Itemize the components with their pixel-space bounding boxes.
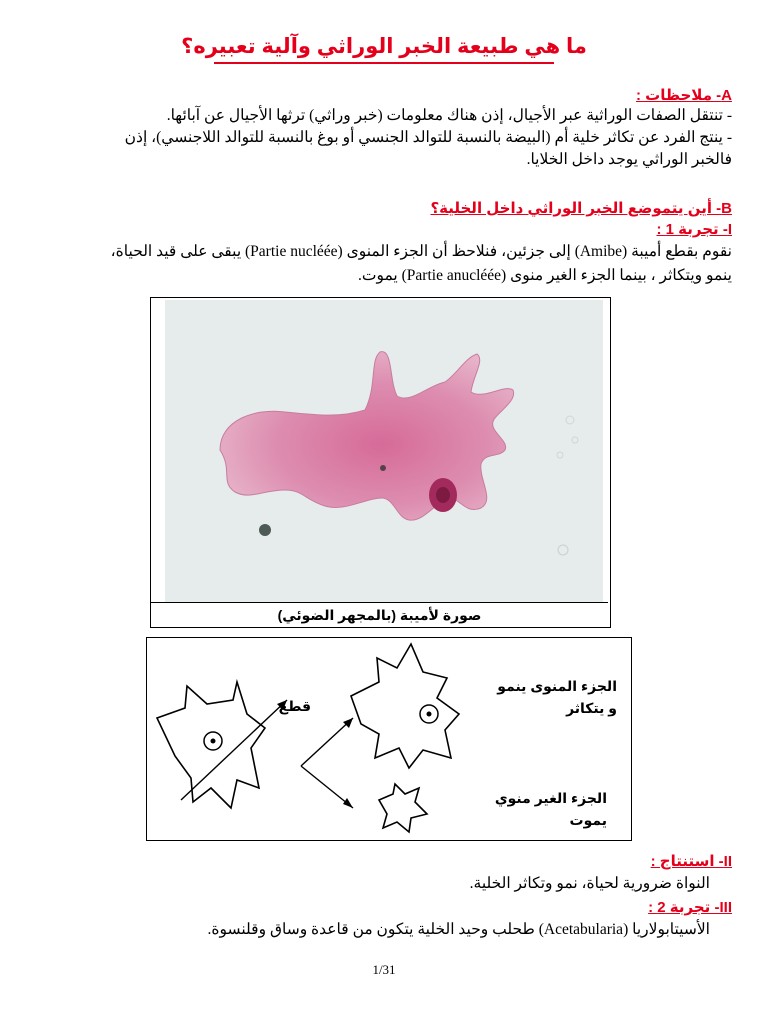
anucleated-label-line-1: الجزء الغير منوي	[494, 790, 607, 806]
nucleated-label-line-1: الجزء المنوى ينمو	[497, 678, 617, 694]
nucleated-label-line-2: و يتكاثر	[566, 700, 617, 716]
experiment-1-line-1: نقوم بقطع أميبة (Amibe) إلى جزئين، فنلاحظ أن الجزء المنوى (Partie nucléée) يبقى على قيد الحياة،	[110, 243, 732, 260]
section-b-heading: B- أين يتموضع الخبر الوراثي داخل الخلية؟	[430, 200, 732, 217]
page-title: ما هي طبيعة الخبر الوراثي وآلية تعبيره؟	[181, 35, 587, 58]
conclusion-heading: II- استنتاج :	[650, 853, 732, 870]
cut-label: قطع	[278, 698, 311, 714]
page-number: 1/31	[372, 962, 396, 977]
anucleated-part-outline	[379, 784, 427, 832]
amoeba-micrograph-svg	[165, 300, 603, 602]
conclusion-line: النواة ضرورية لحياة، نمو وتكاثر الخلية.	[469, 875, 710, 892]
section-a-line-1: - تنتقل الصفات الوراثية عبر الأجيال، إذن هناك معلومات (خبر وراثي) ترثها الأجيال عن آبائها.	[166, 107, 732, 124]
experiment-2-heading: III- تجربة 2 :	[648, 899, 732, 916]
photo-caption: صورة لأميبة (بالمجهر الضوئي)	[151, 602, 608, 627]
section-a-heading: A- ملاحظات :	[636, 87, 732, 104]
section-a-line-3: فالخبر الوراثي يوجد داخل الخلايا.	[526, 151, 732, 168]
amoeba-cut-diagram	[146, 637, 632, 841]
section-a-line-2: - ينتج الفرد عن تكاثر خلية أم (البيضة بالنسبة للتوالد الجنسي أو بوغ بالنسبة للتوالد اللاجنسي)، إذن	[124, 129, 732, 146]
amoeba-micrograph	[165, 300, 603, 602]
title-underline	[214, 62, 554, 64]
anucleated-label-line-2: يموت	[569, 812, 607, 828]
whole-amoeba-outline	[157, 682, 265, 808]
experiment-2-line: الأسيتابولاريا (Acetabularia) طحلب وحيد الخلية يتكون من قاعدة وساق وقلنسوة.	[207, 921, 710, 938]
experiment-1-line-2: ينمو ويتكاثر ، بينما الجزء الغير منوى (Partie anucléée) يموت.	[358, 267, 732, 284]
amoeba-photo-figure	[150, 297, 611, 628]
nucleated-part-outline	[351, 644, 459, 768]
experiment-1-heading: I- تجربة 1 :	[656, 221, 732, 238]
